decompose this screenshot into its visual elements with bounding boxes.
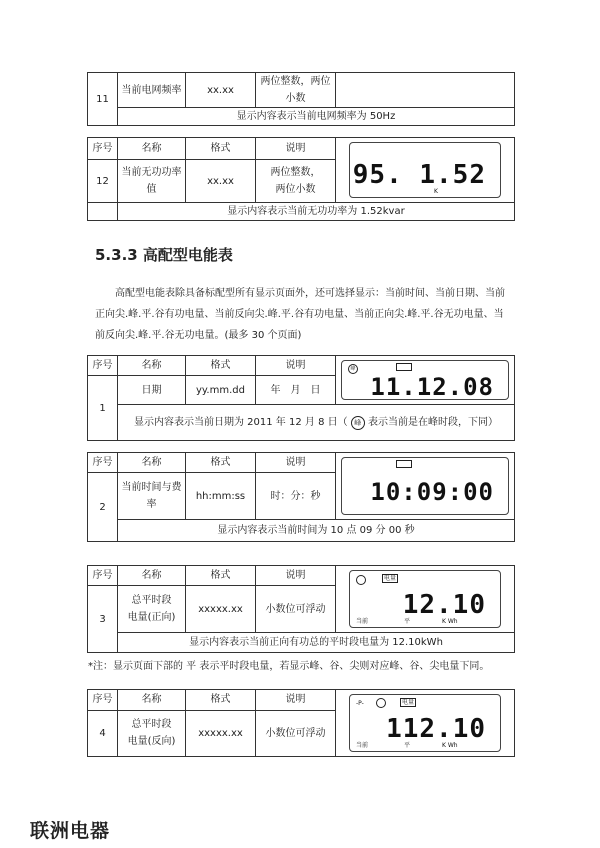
footer-text-b: 表示当前是在峰时段，下同）	[367, 417, 498, 428]
name-cell	[118, 586, 186, 633]
lcd-cell	[336, 356, 515, 405]
lcd-cell	[336, 138, 515, 203]
desc-cell: 小数位可浮动	[256, 710, 336, 756]
header-format: 格式	[186, 356, 256, 376]
lcd-display	[341, 360, 509, 400]
lcd-cell	[336, 690, 515, 757]
desc-cell	[256, 160, 336, 203]
table-reverse-energy	[87, 689, 515, 757]
header-desc: 说明	[256, 138, 336, 160]
section-title: 5.3.3 高配型电能表	[95, 246, 233, 264]
lcd-cell	[336, 453, 515, 520]
format-cell: xx.xx	[186, 73, 256, 108]
header-seq: 序号	[88, 690, 118, 711]
row-footer: 显示内容表示当前电网频率为 50Hz	[118, 108, 515, 126]
battery-icon	[396, 460, 412, 468]
lcd-current-label: 当前	[356, 618, 369, 625]
desc-cell: 时：分：秒	[256, 473, 336, 520]
header-seq: 序号	[88, 356, 118, 376]
header-seq: 序号	[88, 566, 118, 586]
section-paragraph: 高配型电能表除具备标配型所有显示页面外，还可选择显示：当前时间、当前日期、当前正向尖.峰.平.谷有功电量、当前反向尖.峰.平.谷有功电量、当前正向尖.峰.平.谷无功电量、当前反向尖.峰.平.谷无功电量。(最多 30 个页面)	[95, 288, 505, 341]
lcd-value: 95. 1.52	[352, 160, 486, 190]
name-line-1: 总平时段	[131, 719, 172, 731]
name-cell	[118, 710, 186, 756]
lcd-flat-label: 平	[404, 618, 411, 625]
table-date	[87, 355, 515, 441]
header-format: 格式	[186, 138, 256, 160]
row-footer: 显示内容表示当前时间为 10 点 09 分 00 秒	[118, 520, 515, 542]
note: *注：显示页面下部的 平 表示平时段电量，若显示峰、谷、尖则对应峰、谷、尖电量下同。	[88, 661, 490, 672]
desc-cell: 两位整数，两位小数	[256, 73, 336, 108]
row-footer: 显示内容表示当前无功功率为 1.52kvar	[118, 203, 515, 221]
peak-icon: 峰	[351, 416, 365, 430]
peak-icon	[376, 698, 386, 708]
header-desc: 说明	[256, 356, 336, 376]
format-cell: xxxxx.xx	[186, 586, 256, 633]
header-format: 格式	[186, 453, 256, 473]
format-cell: xx.xx	[186, 160, 256, 203]
header-format: 格式	[186, 690, 256, 711]
peak-icon	[356, 575, 366, 585]
desc-cell: 小数位可浮动	[256, 586, 336, 633]
footer-text-a: 显示内容表示当前日期为 2011 年 12 月 8 日（	[134, 417, 348, 428]
header-desc: 说明	[256, 453, 336, 473]
seq-cell: 3	[88, 586, 118, 653]
header-desc: 说明	[256, 566, 336, 586]
desc-cell: 年 月 日	[256, 376, 336, 405]
table-row11	[87, 72, 515, 126]
desc-line-1: 两位整数，	[270, 167, 321, 179]
name-line-2: 电量(反向)	[127, 736, 176, 748]
energy-box: 电量	[384, 575, 397, 582]
name-line-2: 电量(正向)	[127, 612, 176, 623]
lcd-unit: K	[434, 188, 438, 195]
seq-cell: 2	[88, 473, 118, 542]
desc-line-2: 两位小数	[275, 184, 316, 196]
header-seq: 序号	[88, 138, 118, 160]
lcd-value: 11.12.08	[370, 373, 494, 401]
lcd-value: 10:09:00	[370, 478, 494, 506]
lcd-current-label: 当前	[356, 742, 369, 749]
seq-cell: 1	[88, 376, 118, 441]
name-cell: 日期	[118, 376, 186, 405]
seq-cell: 4	[88, 710, 118, 756]
header-name: 名称	[118, 356, 186, 376]
format-cell: yy.mm.dd	[186, 376, 256, 405]
name-cell: 当前电网频率	[118, 73, 186, 108]
row-footer	[118, 405, 515, 441]
header-name: 名称	[118, 453, 186, 473]
header-name: 名称	[118, 138, 186, 160]
lcd-flat-label: 平	[404, 742, 411, 749]
lcd-unit: K Wh	[442, 742, 458, 749]
lcd-cell	[336, 566, 515, 633]
header-name: 名称	[118, 690, 186, 711]
format-cell: hh:mm:ss	[186, 473, 256, 520]
table-time	[87, 452, 515, 542]
name-line-1: 总平时段	[131, 595, 172, 606]
lcd-value: 112.10	[386, 714, 486, 744]
lcd-unit: K Wh	[442, 618, 458, 625]
lcd-display	[341, 457, 509, 515]
brand-footer: 联洲电器	[30, 820, 111, 842]
row-footer: 显示内容表示当前正向有功总的平时段电量为 12.10kWh	[118, 633, 515, 653]
header-desc: 说明	[256, 690, 336, 711]
seq-cell: 12	[88, 160, 118, 203]
peak-icon: 峰	[348, 364, 358, 374]
header-name: 名称	[118, 566, 186, 586]
seq-cell: 11	[88, 73, 118, 126]
format-cell: xxxxx.xx	[186, 710, 256, 756]
lcd-cell	[336, 73, 515, 108]
lcd-value: 12.10	[402, 590, 486, 620]
lcd-direction: -P-	[356, 700, 364, 707]
lcd-display	[349, 142, 501, 198]
lcd-display	[349, 570, 501, 628]
lcd-display	[349, 694, 501, 752]
table-forward-energy	[87, 565, 515, 653]
header-seq: 序号	[88, 453, 118, 473]
name-cell: 当前无功功率值	[118, 160, 186, 203]
name-cell: 当前时间与费率	[118, 473, 186, 520]
header-format: 格式	[186, 566, 256, 586]
table-row12	[87, 137, 515, 221]
energy-box: 电量	[402, 699, 415, 706]
